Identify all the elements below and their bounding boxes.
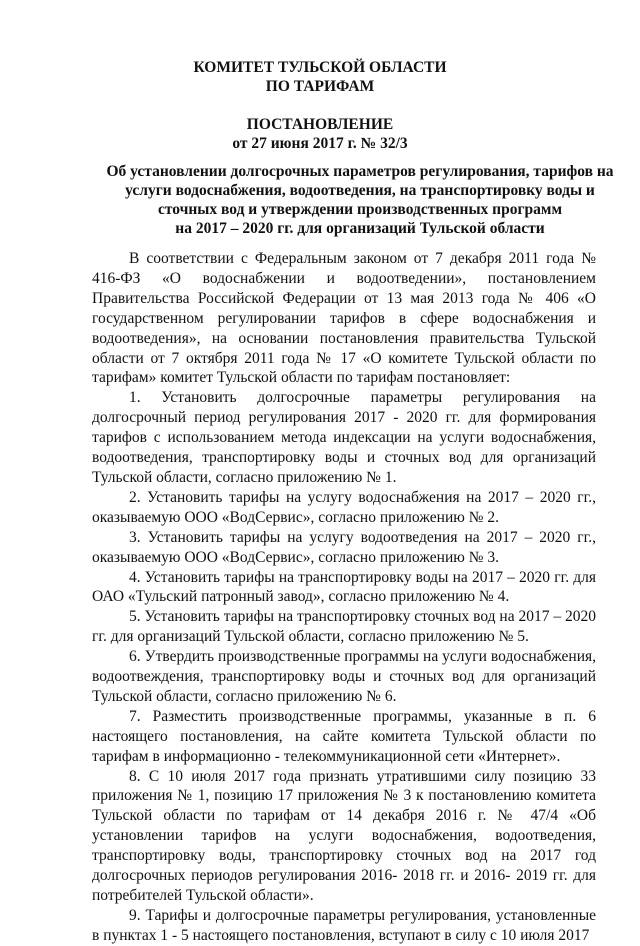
document-body	[92, 249, 596, 946]
clause-3-paragraph: 3. Установить тарифы на услугу водоотведения на 2017 – 2020 гг., оказываемую ООО «ВодСервис», согласно приложению № 3.	[92, 528, 596, 566]
preamble-paragraph: В соответствии с Федеральным законом от 7 декабря 2011 года № 416-ФЗ «О водоснабжении и водоотведении», постановлением Правительства Российской Федерации от 13 мая 2013 года № 406 «О государственном регулировании тарифов в сфере водоснабжения и водоотведения», на основании постановления правительства Тульской области от 7 октября 2011 года № 17 «О комитете Тульской области по тарифам» комитет Тульской области по тарифам постановляет:	[92, 250, 596, 387]
clause-9-paragraph: 9. Тарифы и долгосрочные параметры регулирования, установленные в пунктах 1 - 5 настоящего постановления, вступают в силу с 10 июля 2017	[92, 906, 596, 944]
title-line-1: Об установлении долгосрочных параметров регулирования, тарифов на	[106, 163, 614, 180]
title-line-2: услуги водоснабжения, водоотведения, на транспортировку воды и	[125, 182, 595, 199]
org-name-line-2: ПО ТАРИФАМ	[265, 78, 375, 95]
organization-header	[0, 58, 640, 96]
clause-2-paragraph: 2. Установить тарифы на услугу водоснабжения на 2017 – 2020 гг., оказываемую ООО «ВодСервис», согласно приложению № 2.	[92, 488, 596, 526]
clause-1-paragraph: 1. Установить долгосрочные параметры регулирования на долгосрочный период регулирования 2017 - 2020 гг. для формирования тарифов с использованием метода индексации на услуги водоснабжения, водоотведения, транспортировку воды и сточных вод для организаций Тульской области, согласно приложению № 1.	[92, 389, 596, 486]
clause-6-paragraph: 6. Утвердить производственные программы на услуги водоснабжения, водоотвеждения, транспортировку воды и сточных вод для организаций Тульской области, согласно приложению № 6.	[92, 648, 596, 705]
org-name-line-1: КОМИТЕТ ТУЛЬСКОЙ ОБЛАСТИ	[193, 59, 447, 76]
title-line-4: на 2017 – 2020 гг. для организаций Тульской области	[175, 220, 545, 237]
document-type: ПОСТАНОВЛЕНИЕ	[246, 116, 394, 133]
document-header	[0, 115, 640, 153]
document-title	[100, 162, 620, 238]
clause-7-paragraph: 7. Разместить производственные программы, указанные в п. 6 настоящего постановления, на сайте комитета Тульской области по тарифам в информационно - телекоммуникационной сети «Интернет».	[92, 707, 596, 765]
document-date-number: от 27 июня 2017 г. № 32/3	[232, 135, 408, 152]
title-line-3: сточных вод и утверждении производственных программ	[157, 201, 562, 218]
clause-5-paragraph: 5. Установить тарифы на транспортировку сточных вод на 2017 – 2020 гг. для организаций Тульской области, согласно приложению № 5.	[92, 608, 596, 646]
clause-4-paragraph: 4. Установить тарифы на транспортировку воды на 2017 – 2020 гг. для ОАО «Тульский патронный завод», согласно приложению № 4.	[92, 568, 596, 606]
clause-8-paragraph: 8. С 10 июля 2017 года признать утратившими силу позицию 33 приложения № 1, позицию 17 приложения № 3 к постановлению комитета Тульской области по тарифам от 14 декабря 2016 г. № 47/4 «Об установлении тарифов на услуги водоснабжения, водоотведения, транспортировку воды, транспортировку сточных вод на 2017 год долгосрочных периодов регулирования 2016- 2018 гг. и 2016- 2019 гг. для потребителей Тульской области».	[92, 767, 596, 904]
